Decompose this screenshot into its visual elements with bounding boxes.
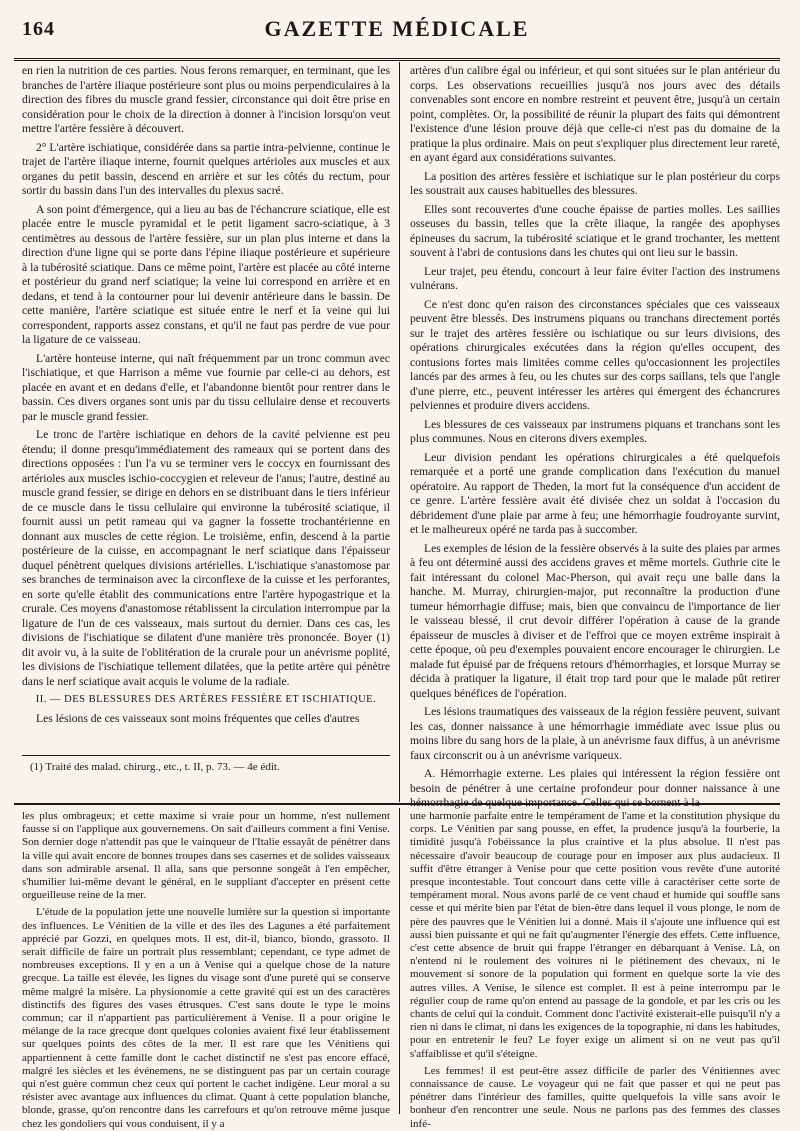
paragraph: une harmonie parfaite entre le tempérament de l'ame et la constitution physique du corps. Le Vénitien par sang pousse, en effet, la prudence jusqu'à la fourberie, la timidité jusqu'à l'obéissance la plus craintive et la plus absolue. Il n'est pas nécessaire d'avoir beaucoup de courage pour en imposer aux plus audacieux. Il suffit d'être étranger à Venise pour que cette position vous revête d'une autorité presque incontestable. Tout concourt dans cette ville à caractériser cette sorte de tempérament moral. Nous avons parlé de ce vent chaud et humide qui souffle sans cesse et qui mérite bien par l'état de bien-être dans lequel il vous plonge, le nom de père des pauvres que le Vénitien lui a donné. Mais il s'ajoute une influence qui est aussi bien puissante et qui ne fait qu'augmenter l'énergie des effets. Cette influence, c'est cette absence de bruit qui frappe l'étranger en débarquant à Venise. Là, on n'entend ni le roulement des voitures ni le piétinement des chevaux, ni le mouvement si sonore de la population qui forment en quelque sorte la vie des autres villes. A Venise, le silence est complet. Il est à peine interrompu par le régulier coup de rame qu'on entend au passage de la gondole, et par les cris ou les chants de celui qui la conduit. Comment donc l'activité existerait-elle puisqu'il n'y a rien ni dans le climat, ni dans les exigences de la topographie, ni dans les habitudes, pour en entretenir le feu? Le foyer exige un aliment si on ne veut pas qu'il s'affaiblisse et qu'il s'éteigne. — [410, 810, 780, 1060]
paragraph: 2° L'artère ischiatique, considérée dans sa partie intra-pelvienne, continue le trajet de l'artère iliaque interne, fournit quelques artérioles aux muscles et aux organes du petit bassin, descend en arrière et sur les côtés du rectum, pour sortir du bassin dans l'un des intervalles du plexus sacré. — [22, 140, 390, 197]
header-rule — [14, 58, 780, 61]
paragraph: Le tronc de l'artère ischiatique en dehors de la cavité pelvienne est peu étendu; il donne presqu'immédiatement des rameaux qui se portent dans des directions opposées : l'un l'a vu se terminer vers le coccyx en fournissant des artérioles aux muscles ischio-coccygien et releveur de l'anus; l'autre, destiné au muscle grand fessier, se dirige en dehors en se distribuant dans le tiers inférieur de ce muscle dans le tissu cellulaire qui environne la tubérosité sciatique, il fournit aussi un petit rameau qui va gagner la fossette trochantérienne en donnant aux muscles de cette région. Le troisième, enfin, descend à la partie postérieure de la cuisse, en accompagnant le nerf sciatique dans l'épaisseur duquel pénètrent quelques divisions artérielles. L'ischiatique s'anastomose par ses branches de terminaison avec la circonflexe de la cuisse et les perforantes, en sorte qu'elle établit des communications entre l'artère hypogastrique et la crurale. Ces moyens d'anastomose rétablissent la circulation interrompue par la ligature de l'un de ces vaisseaux, mais surtout du dernier. Dans ces cas, les divisions de l'ischiatique se dilatent d'une manière très prononcée. Boyer (1) dit avoir vu, à la suite de l'oblitération de la crurale pour un anévrisme poplité, les divisions de l'ischiatique tellement dilatées, que la petite artère qui pénètre dans le nerf sciatique avait acquis le volume de la radiale. — [22, 428, 390, 688]
column-divider-upper — [399, 62, 400, 802]
paragraph: L'étude de la population jette une nouvelle lumière sur la question si importante des influences. Le Vénitien de la ville et des îles des Lagunes a été parfaitement apprécié par Gozzi, en quelques mots. Il est, dit-il, bianco, biondo, grassoto. Il serait difficile de faire un portrait plus ressemblant; cependant, ce type admet de nombreuses exceptions. Il y en a un à Venise qui a quelque chose de la nature grecque. La taille est élevée, les lignes du visage sont d'une pureté qui se conserve même malgré la misère. La physionomie a cette gravité qui est un des caractères distinctifs des figures des vases étrusques. C'est sans doute le type le moins commun; car il n'appartient pas particulièrement à Venise. Il a pour origine le mélange de la race grecque dont quelques colonies avaient fixé leur établissement sur quelques points des côtes de la mer. Il est rare que les Vénitiens qui appartiennent à cette famille dont le cachet distinctif ne s'est pas encore effacé, malgré les siècles et les événemens, ne se distinguent pas par un certain courage qui n'est guère commun chez ceux qui portent le cachet indigène. Leur moral a su résister avec avantage aux influences du climat. Quant à cette population blanche, blonde, grasse, qu'on rencontre dans les carrefours et qu'on retrouve même jusque chez les gondoliers qui vous conduisent, il y a — [22, 906, 390, 1130]
paragraph: les plus ombrageux; et cette maxime si vraie pour un homme, n'est nullement fausse si on l'applique aux gouvernemens. On sait d'ailleurs comment a fini Venise. Son dernier doge n'attendit pas que le vainqueur de l'Italie essayât de pénétrer dans la ville qui avait encore de bonnes troupes dans ses casernes et de solides vaisseaux dans son admirable arsenal. Il alla, sans que personne songeât à l'en empêcher, s'humilier lui-même devant le général, en le suppliant d'accepter en présent cette orgueilleuse reine de la mer. — [22, 810, 390, 902]
journal-title: GAZETTE MÉDICALE — [264, 16, 530, 41]
paragraph: Les lésions traumatiques des vaisseaux de la région fessière peuvent, suivant les cas, donner naissance à une hémorrhagie immédiate avec issue plus ou moins libre du sang hors de la plaie, à un anévrisme faux diffus, à un anévrisme faux circonscrit ou à un anévrisme variqueux. — [410, 705, 780, 762]
paragraph: Leur trajet, peu étendu, concourt à leur faire éviter l'action des instrumens vulnérans. — [410, 264, 780, 292]
page-header — [14, 14, 780, 46]
upper-right-column — [410, 64, 780, 809]
paragraph: Les lésions de ces vaisseaux sont moins fréquentes que celles d'autres — [36, 711, 360, 725]
paragraph: artères d'un calibre égal ou inférieur, et qui sont situées sur le plan antérieur du corps. Les observations recueillies jusqu'à nos jours avec des détails convenables sont encore en nombre restreint et peuvent être, jusqu'à un certain point, complètes. Or, la possibilité de réunir la plupart des faits qui démontrent l'existence d'une lésion prouve déjà que celle-ci n'est pas du domaine de la pratique la plus ordinaire. Mais on peut s'expliquer plus directement leur rareté, en ayant égard aux considérations suivantes. — [410, 64, 780, 164]
footnote: (1) Traité des malad. chirurg., etc., t. II, p. 73. — 4e édit. — [30, 761, 280, 773]
column-divider-lower — [399, 808, 400, 1114]
paragraph: A. Hémorrhagie externe. Les plaies qui intéressent la région fessière ont besoin de pénétrer à une certaine profondeur pour donner naissance à une hémorrhagie de quelque importance. Celles qui se bornent à la — [410, 767, 780, 809]
lower-left-column — [22, 810, 390, 1130]
section-title: II. — DES BLESSURES DES ARTÈRES FESSIÈRE ET ISCHIATIQUE. — [35, 694, 377, 705]
paragraph: Elles sont recouvertes d'une couche épaisse de parties molles. Les saillies osseuses du bassin, telles que la crête iliaque, la rangée des apophyses épineuses du sacrum, la tubérosité sciatique et le grand trochanter, les mettent souvent à l'abri de contusions dans les chutes qui ont lieu sur le bassin. — [410, 202, 780, 259]
page-number: 164 — [22, 18, 55, 40]
footnote-rule — [22, 755, 390, 756]
paragraph: Les femmes! il est peut-être assez difficile de parler des Vénitiennes avec connaissance de cause. Le voyageur qui ne fait que passer et qui ne peut pas pénétrer dans l'intérieur des familles, quitte quelquefois la ville sans avoir le bonheur d'en rencontrer une seule. Nous ne parlons pas des femmes des classes infé- — [410, 1064, 780, 1130]
feuilleton-rule — [14, 803, 780, 805]
paragraph: Ce n'est donc qu'en raison des circonstances spéciales que ces vaisseaux peuvent être blessés. Des instrumens piquans ou tranchans directement portés sur le trajet des artères fessière ou ischiatique ou sur leurs divisions, des opérations chirurgicales exécutées dans la région qu'elles occupent, des contusions fortes mais limitées comme celles qu'occasionnent les projectiles lancés par des armes à feu, ou les chutes sur des corps saillans, tels que l'angle d'une pierre, etc., peuvent intéresser les artères qui émergent des échancrures pelviennes et produire divers accidens. — [410, 297, 780, 412]
lower-right-column — [410, 810, 780, 1130]
paragraph: Les blessures de ces vaisseaux par instrumens piquans et tranchans sont les plus communes. Nous en citerons divers exemples. — [410, 417, 780, 445]
paragraph: Les exemples de lésion de la fessière observés à la suite des plaies par armes à feu ont déterminé aussi des accidens graves et même mortels. Guthrie cite le fait intéressant du colonel Mac-Pherson, qui avait reçu une balle dans la hanche. M. Murray, chirurgien-major, put reconnaître la production d'une tumeur hémorrhagie diffuse; mais, bien que convaincu de l'importance de lier le vaisseau blessé, il crut devoir différer l'opération à cause de la grande épaisseur de muscles à diviser et de l'effroi que ce moyen extrême inspirait à cette époque, où peu d'exemples pouvaient encore encourager le chirurgien. Le malade fut épuisé par de fréquens retours d'hémorrhagies, et lorsque Murray se décida à pratiquer la ligature, il était trop tard pour que le malade pût retirer quelques bénéfices de l'opération. — [410, 541, 780, 700]
paragraph: La position des artères fessière et ischiatique sur le plan postérieur du corps les soustrait aux causes habituelles des blessures. — [410, 169, 780, 197]
paragraph: Leur division pendant les opérations chirurgicales a été quelquefois remarquée et a porté une grande complication dans l'exécution du manuel opératoire. Au rapport de Theden, la mort fut la conséquence d'un accident de ce genre. L'artère fessière avait été divisée chez un soldat à l'occasion du débridement d'une plaie par arme à feu; une hémorrhagie foudroyante survint, et le malheureux opéré ne tarda pas à succomber. — [410, 450, 780, 536]
paragraph: A son point d'émergence, qui a lieu au bas de l'échancrure sciatique, elle est placée entre le muscle pyramidal et le petit ligament sacro-sciatique, à 3 centimètres au dessous de l'artère fessière, sur un plan plus interne et dans la direction d'une ligne qui se porte dans l'épine iliaque postérieure et supérieure à la tubérosité sciatique. Dans ce même point, l'artère est placée au côté interne et postérieur du grand nerf sciatique; la veine lui correspond en arrière et en dedans, et tend à la contourner pour lui devenir antérieure dans le bassin. De cette manière, l'artère sciatique est située entre le nerf et la veine qui lui correspondent, rapports assez constans, et qu'il ne faut pas perdre de vue pour la ligature de ce vaisseau. — [22, 202, 390, 346]
paragraph: L'artère honteuse interne, qui naît fréquemment par un tronc commun avec l'ischiatique, et que Harrison a même vue fournie par celle-ci au dehors, est placée en avant et en dedans d'elle, et l'abandonne bientôt pour rentrer dans le bassin. Ces divers organes sont unis par du tissu cellulaire dense et recouverts par le muscle grand fessier. — [22, 351, 390, 423]
paragraph: en rien la nutrition de ces parties. Nous ferons remarquer, en terminant, que les branches de l'artère iliaque postérieure sont plus ou moins perpendiculaires à la direction des fibres du muscle grand fessier, circonstance qui doit être prise en considération pour le choix de la direction à donner à l'incision lorsqu'on veut mettre l'artère fessière à découvert. — [22, 64, 390, 135]
upper-left-column — [22, 64, 390, 796]
